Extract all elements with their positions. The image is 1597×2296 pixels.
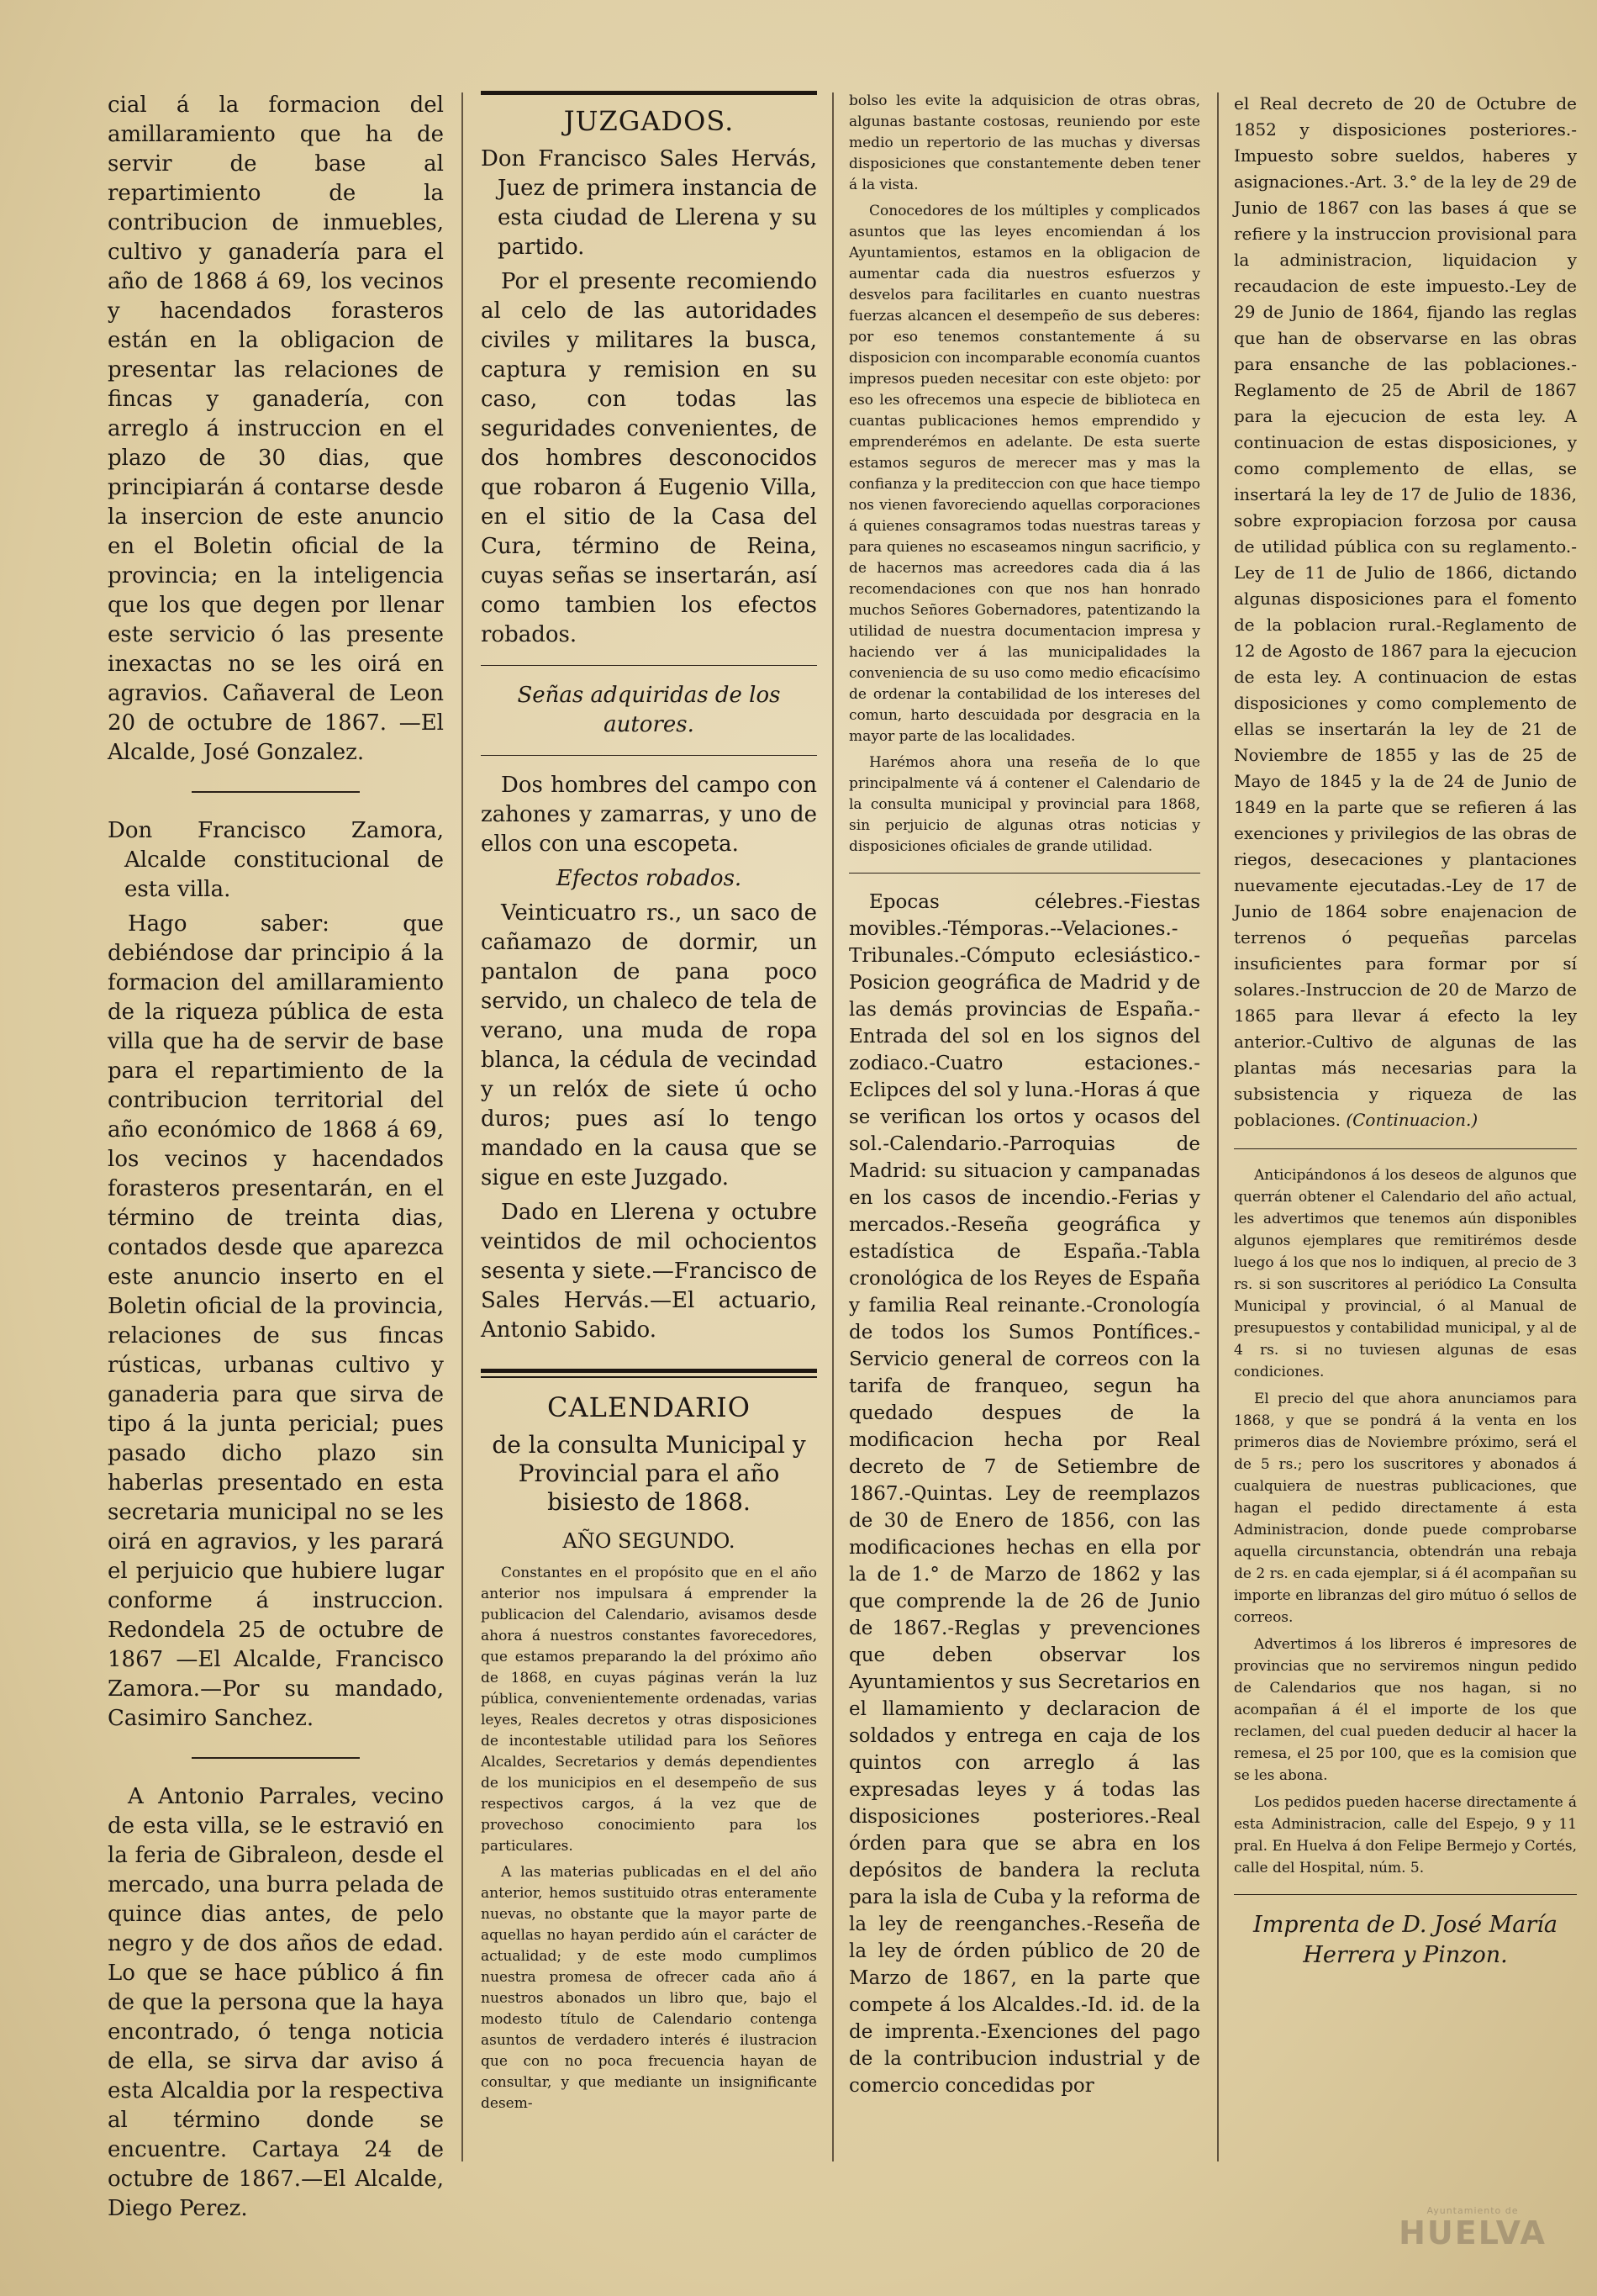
archive-watermark: [1372, 2205, 1573, 2261]
watermark-name: HUELVA: [1399, 2214, 1547, 2251]
column-1: [108, 91, 444, 2221]
ano-segundo: AÑO SEGUNDO.: [562, 1529, 735, 1553]
notice-cartaya: A Antonio Parrales, vecino de esta villa, se le estravió en la feria de Gibraleon, desde el mercado, una burra pelada de quince dias antes, de pelo negro y de dos años de edad. Lo que se hace público á fin de que la persona que la haya encontrado, ó tenga noticia de ella, se sirva dar aviso á esta Alcaldia por la respectiva al término donde se encuentre. Cartaya 24 de octubre de 1867.—El Alcalde, Diego Perez.: [108, 1784, 444, 2221]
senas-title: Señas adquiridas de los autores.: [517, 683, 781, 737]
calendario-conocedores: Conocedores de los múltiples y complicados asuntos que las leyes encomiendan á los Ayuntamientos, estamos en la obligacion de aumentar cada dia nuestros esfuerzos y desvelos para facilitarles en cuanto nuestras fuerzas alcancen el desempeño de sus deberes: por eso tenemos constantemente á su disposicion con incomparable economía cuantos impresos pueden necesitar con este objeto: por eso les ofrecemos una especie de biblioteca en cuantas publicaciones hemos emprendido y emprenderémos en adelante. De esta suerte estamos seguros de merecer mas y mas la confianza y la prediteccion con que hace tiempo nos vienen favoreciendo aquellas corporaciones á quienes consagramos todas nuestras tareas y para quienes no escaseamos ningun sacrificio, y de hacernos mas acreedores cada dia á las recomendaciones con que nos han honrado muchos Señores Gobernadores, patentizando la utilidad de nuestra documentacion impresa y haciendo ver á las municipalidades la conveniencia de su uso como medio eficacísimo de ordenar la contabilidad de los intereses del comun, harto descuidada por desgracia en la mayor parte de las localidades.: [849, 203, 1200, 745]
efectos-body: Veinticuatro rs., un saco de cañamazo de dormir, un pantalon de pana poco servido, un chaleco de tela de verano, una muda de ropa blanca, la cédula de vecindad y un relóx de siete ú ocho duros; pues así lo tengo mandado en la causa que se sigue en este Juzgado.: [481, 900, 817, 1190]
continuacion-note: (Continuacion.): [1346, 1110, 1478, 1130]
separator: [481, 665, 817, 666]
separator: [192, 1757, 360, 1759]
imprint: Imprenta de D. José María Herrera y Pinzon.: [1253, 1912, 1557, 1968]
judge-signature: Dado en Llerena y octubre veintidos de mil ochocientos sesenta y siete.—Francisco de Sales Hervás.—El actuario, Antonio Sabido.: [481, 1200, 817, 1343]
efectos-title: Efectos robados.: [556, 866, 742, 891]
column-divider: [1217, 92, 1219, 2161]
calendario-continued: bolso les evite la adquisicion de otras obras, algunas bastante costosas, reuniendo por este medio un repertorio de las muchas y diversas disposiciones que constantemente deben tener á la vista.: [849, 92, 1200, 193]
pedidos: Los pedidos pueden hacerse directamente á esta Administracion, calle del Espejo, 9 y 11 pral. En Huelva á don Felipe Bermejo y Cortés, calle del Hospital, núm. 5.: [1234, 1794, 1577, 1876]
column-divider: [461, 92, 463, 2161]
advertimos: Advertimos á los libreros é impresores de provincias que no serviremos ningun pedido de Calendarios que nos hagan, si no acompañan á él el importe de los que reclamen, del cual pueden deducir al hacer la remesa, el 25 por 100, que es la comision que se les abona.: [1234, 1636, 1577, 1784]
column-2: [481, 91, 817, 2170]
separator: [481, 755, 817, 756]
separator: [192, 791, 360, 793]
top-rule: [481, 91, 817, 95]
section-heading-calendario: CALENDARIO: [547, 1391, 751, 1423]
judge-body: Por el presente recomiendo al celo de las autoridades civiles y militares la busca, captura y remision en su caso, con todas las seguridades convenientes, de dos hombres desconocidos que robaron á Eugenio Villa, en el sitio de la Casa del Cura, término de Reina, cuyas señas se insertarán, así como tambien los efectos robados.: [481, 269, 817, 647]
notice-redondela-body: Hago saber: que debiéndose dar principio á la formacion del amillaramiento de la riqueza pública de esta villa que ha de servir de base para el repartimiento de la contribucion territorial del año económico de 1868 á 69, los vecinos y hacendados forasteros presentarán, en el término de treinta dias, contados desde que aparezca este anuncio inserto en el Boletin oficial de la provincia, relaciones de sus fincas rústicas, urbanas cultivo y ganaderia para que sirva de tipo á la junta pericial; pues pasado dicho plazo sin haberlas presentado en esta secretaria municipal no se les oirá en agravios, y les parará el perjuicio que hubiere lugar conforme á instruccion. Redondela 25 de octubre de 1867 —El Alcalde, Francisco Zamora.—Por su mandado, Casimiro Sanchez.: [108, 911, 444, 1731]
column-divider: [832, 92, 834, 2161]
anticipandonos: Anticipándonos á los deseos de algunos que querrán obtener el Calendario del año actual, les advertimos que tenemos aún disponibles algunos ejemplares que remitirémos desde luego á los que nos lo indiquen, al precio de 3 rs. si son suscritores al periódico La Consulta Municipal y provincial, ó al Manual de presupuestos y contabilidad municipal, y al de 4 rs. si no tuviesen algunas de esas condiciones.: [1234, 1167, 1577, 1380]
notice-redondela-header: Don Francisco Zamora, Alcalde constitucional de esta villa.: [108, 818, 444, 902]
senas-body: Dos hombres del campo con zahones y zamarras, y uno de ellos con una escopeta.: [481, 773, 817, 857]
calendario-materias: A las materias publicadas en el del año anterior, hemos sustituido otras enteramente nuevas, no obstante que la mayor parte de aquellas no hayan perdido aún el carácter de actualidad; y de este modo cumplimos nuestra promesa de ofrecer cada año á nuestros abonados un libro que, bajo el modesto título de Calendario contenga asuntos de verdadero interés é ilustracion que con no poca frecuencia hayan de consultar, y que mediante un insignificante desem-: [481, 1864, 817, 2112]
column-3: [849, 91, 1200, 2170]
calendario-resena: Harémos ahora una reseña de lo que principalmente vá á contener el Calendario de la consulta municipal y provincial para 1868, sin perjuicio de algunas otras noticias y disposiciones oficiales de grande utilidad.: [849, 754, 1200, 855]
calendario-subtitle: de la consulta Municipal y Provincial para el año bisiesto de 1868.: [492, 1431, 806, 1516]
precio: El precio del que ahora anunciamos para 1868, y que se pondrá á la venta en los primeros dias de Noviembre próximo, será el de 5 rs.; pero los suscritores y abonados á cualquiera de nuestras publicaciones, que hagan el pedido directamente á esta Administracion, donde puede comprobarse aquella circunstancia, obtendrán una rebaja de 2 rs. en cada ejemplar, si á él acompañan su importe en libranzas del giro mútuo ó sellos de correos.: [1234, 1391, 1577, 1626]
watermark-top-text: Ayuntamiento de: [1426, 2205, 1519, 2216]
column-4: [1234, 91, 1577, 2170]
section-heading-juzgados: JUZGADOS.: [563, 105, 735, 137]
separator: [849, 873, 1200, 874]
double-rule: [481, 1369, 817, 1378]
separator: [1234, 1148, 1577, 1149]
notice-canaveral: cial á la formacion del amillaramiento que ha de servir de base al repartimiento de la contribucion de inmuebles, cultivo y ganadería para el año de 1868 á 69, los vecinos y hacendados forasteros están en la obligacion de presentar las relaciones de fincas y ganadería, con arreglo á instruccion en el plazo de 30 dias, que principiarán á contarse desde la insercion de este anuncio en el Boletin oficial de la provincia; en la inteligencia que los que degen por llenar este servicio ó las presente inexactas no se les oirá en agravios. Cañaveral de Leon 20 de octubre de 1867. —El Alcalde, José Gonzalez.: [108, 92, 444, 765]
calendario-contents-continued: el Real decreto de 20 de Octubre de 1852 y disposiciones posteriores.-Impuesto sobre sueldos, haberes y asignaciones.-Art. 3.° de la ley de 29 de Junio de 1867 con las bases á que se refiere y la instruccion provisional para la administracion, liquidacion y recaudacion de este impuesto.-Ley de 29 de Junio de 1864, fijando las reglas que han de observarse en las obras para ensanche de las poblaciones.-Reglamento de 25 de Abril de 1867 para la ejecucion de esta ley. A continuacion de estas disposiciones, y como complemento de ellas, se insertará la ley de 17 de Julio de 1836, sobre expropiacion forzosa por causa de utilidad pública con su reglamento.-Ley de 11 de Julio de 1866, dictando algunas disposiciones para el fomento de la poblacion rural.-Reglamento de 12 de Agosto de 1867 para la ejecucion de esta ley. A continuacion de estas disposiciones y como complemento de ellas se insertarán la ley de 21 de Noviembre de 1855 y las de 25 de Mayo de 1845 y la de 24 de Junio de 1849 en la parte que se refieren á las exenciones y privilegios de las obras de riegos, desecaciones y plantaciones nuevamente ejecutadas.-Ley de 17 de Junio de 1864 sobre enajenacion de terrenos ó pequeñas parcelas insuficientes para formar por sí solares.-Instruccion de 20 de Marzo de 1865 para llevar á efecto la ley anterior.-Cultivo de algunas de las plantas más necesarias para la subsistencia y riqueza de las poblaciones. (Continuacion.): [1234, 93, 1577, 1130]
calendario-intro: Constantes en el propósito que en el año anterior nos impulsara á emprender la publicacion del Calendario, avisamos desde ahora á nuestros constantes favorecedores, que estamos preparando la del próximo año de 1868, en cuyas páginas verán la luz pública, convenientemente ordenadas, varias leyes, Reales decretos y otras disposiciones de incontestable utilidad para los Señores Alcaldes, Secretarios y demás dependientes de los municipios en el desempeño de sus respectivos cargos, á la vez que de provechoso conocimiento para los particulares.: [481, 1565, 817, 1855]
calendario-contents: Epocas célebres.-Fiestas movibles.-Témporas.--Velaciones.-Tribunales.-Cómputo eclesiástico.-Posicion geográfica de Madrid y de las demás provincias de España.-Entrada del sol en los signos del zodiaco.-Cuatro estaciones.-Eclipces del sol y luna.-Horas á que se verifican los ortos y ocasos del sol.-Calendario.-Parroquias de Madrid: su situacion y campanadas en los casos de incendio.-Ferias y mercados.-Reseña geográfica y estadística de España.-Tabla cronológica de los Reyes de España y familia Real reinante.-Cronología de todos los Sumos Pontífices.-Servicio general de correos con la tarifa de franqueo, segun ha quedado despues de la modificacion hecha por Real decreto de 7 de Setiembre de 1867.-Quintas. Ley de reemplazos de 30 de Enero de 1856, con las modificaciones hechas en ella por la de 1.° de Marzo de 1862 y las que comprende la de 26 de Junio de 1867.-Reglas y prevenciones que deben observar los Ayuntamientos y sus Secretarios en el llamamiento y declaracion de soldados y entrega en caja de los quintos con arreglo á las expresadas leyes y á todas las disposiciones posteriores.-Real órden para que se abra en los depósitos de bandera la recluta para la isla de Cuba y la reforma de la ley de reenganches.-Reseña de la ley de órden público de 20 de Marzo de 1867, en la parte que compete á los Alcaldes.-Id. id. de la de imprenta.-Exenciones del pago de la contribucion industrial y de comercio concedidas por: [849, 891, 1200, 2097]
judge-header: Don Francisco Sales Hervás, Juez de primera instancia de esta ciudad de Llerena y su partido.: [481, 146, 817, 260]
separator: [1234, 1894, 1577, 1895]
